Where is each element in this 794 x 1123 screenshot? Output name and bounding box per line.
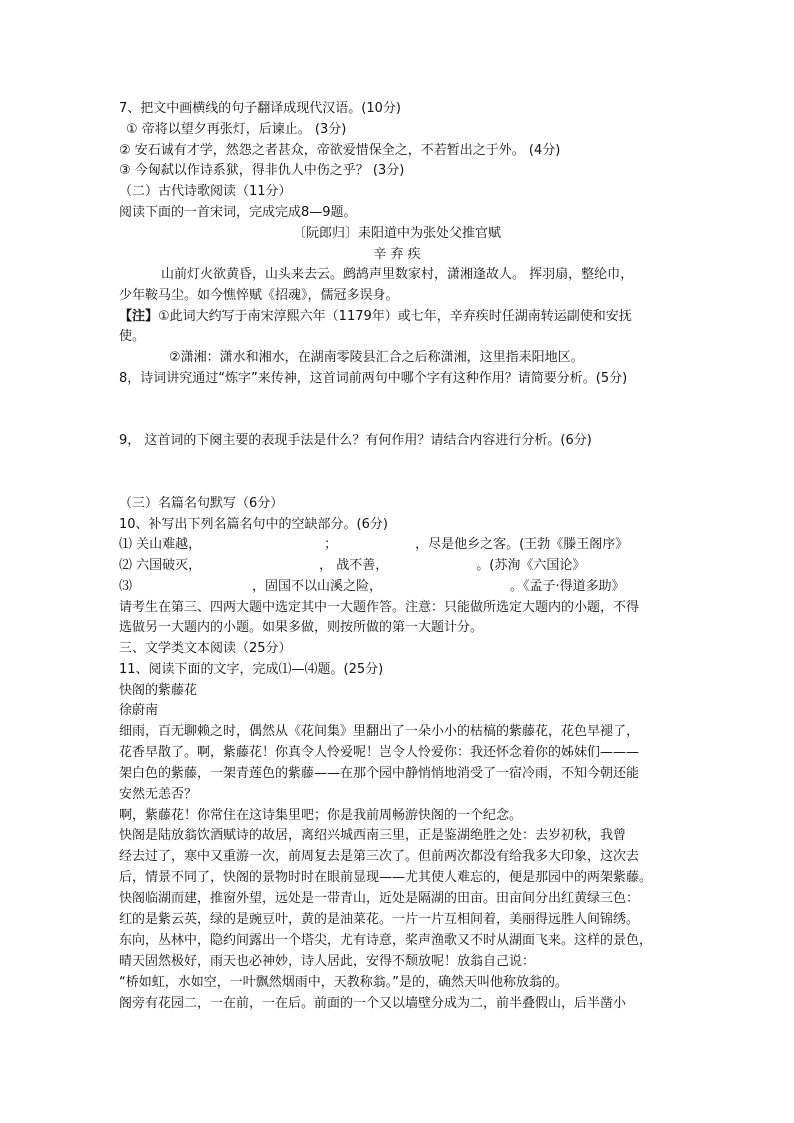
essay-p1-line-2: 花香早散了。啊，紫藤花！你真令人怜爱呢！岂令人怜爱你：我还怀念着你的姊妹们——— — [119, 745, 640, 760]
q7-sentence-1: ① 帝将以望夕再张灯，后谏止。 (3分) — [126, 122, 347, 137]
essay-p4-line-3: 东向，丛林中，隐约间露出一个塔尖，尤有诗意，桨声渔歌又不时从湖面飞来。这样的景色， — [119, 933, 653, 948]
poem-title: 〔阮郎归〕耒阳道中为张处父推官赋 — [292, 226, 501, 241]
poem-author: 辛 弃 疾 — [373, 247, 421, 262]
q7-sentence-3: ③ 今匈弑以作诗系狱，得非仇人中伤之乎？ (3分) — [119, 163, 405, 178]
recitation-1-b: ； — [324, 537, 338, 552]
essay-p4-line-4: 晴天固然极好，雨天也必神妙，诗人居此，安得不颓放呢！放翁自己说： — [119, 954, 536, 969]
essay-p3-line-1: 快阁是陆放翁饮酒赋诗的故居，离绍兴城西南三里，正是鉴湖绝胜之处：去岁初秋，我曾 — [119, 828, 627, 843]
part-3-title: 三、文学类文本阅读（25分） — [119, 641, 292, 656]
essay-p2: 啊，紫藤花！你常住在这诗集里吧；你是我前周畅游快阁的一个纪念。 — [119, 808, 523, 823]
recitation-2-b: ， 战不善， — [319, 558, 389, 573]
recitation-2-a: ⑵ 六国破灭， — [119, 558, 202, 573]
recitation-3 — [119, 577, 625, 596]
section-3-title: （三）名篇名句默写（6分） — [119, 496, 284, 511]
section-2-title: （二）古代诗歌阅读（11分） — [119, 184, 292, 199]
question-8: 8，诗词讲究通过“炼字”来传神，这首词前两句中哪个字有这种作用？请简要分析。(5分) — [119, 371, 628, 386]
recitation-3-c: 。《孟子·得道多助》 — [510, 579, 625, 594]
recitation-1-c: ，尽是他乡之客。(王勃《滕王阁序》 — [415, 537, 629, 552]
essay-p4-line-2: 红的是紫云英，绿的是豌豆叶，黄的是油菜花。一片一片互相间着，美丽得远胜人间锦绣。 — [119, 912, 640, 927]
notice-line-2: 选做另一大题内的小题。如果多做，则按所做的第一大题计分。 — [119, 620, 484, 635]
note-2: ②潇湘：潇水和湘水，在湖南零陵县汇合之后称潇湘，这里指耒阳地区。 — [169, 350, 584, 365]
notice-line-1: 请考生在第三、四两大题中选定其中一大题作答。注意：只能做所选定大题内的小题，不得 — [119, 600, 640, 615]
recitation-1-a: ⑴ 关山难越， — [119, 537, 202, 552]
essay-p6: 阁旁有花园二，一在前，一在后。前面的一个又以墙壁分成为二，前半叠假山，后半凿小 — [119, 996, 627, 1011]
poem-line-1: 山前灯火欲黄昏，山头来去云。鹧鸪声里数家村，潇湘逢故人。 挥羽扇，整纶巾， — [161, 267, 634, 282]
essay-p4-line-1: 快阁临湖而建，推窗外望，远处是一带青山，近处是隔湖的田亩。田亩间分出红黄绿三色： — [119, 891, 640, 906]
essay-p1-line-1: 细雨，百无聊赖之时，偶然从《花间集》里翻出了一朵小小的枯槁的紫藤花，花色早褪了， — [119, 724, 640, 739]
essay-title: 快阁的紫藤花 — [119, 683, 198, 698]
question-11: 11、阅读下面的文字，完成⑴—⑷题。(25分) — [119, 662, 384, 677]
note-label: 【注】 — [119, 309, 159, 324]
recitation-2 — [119, 556, 585, 575]
poem-line-2: 少年鞍马尘。如今憔悴赋《招魂》，儒冠多误身。 — [119, 288, 399, 303]
essay-p1-line-4: 安然无恙否？ — [119, 787, 198, 802]
essay-p3-line-3: 后，情景不同了，快阁的景物时时在眼前显现——尤其使人难忘的，便是那园中的两架紫藤。 — [119, 870, 653, 885]
q7-title: 7、把文中画横线的句子翻译成现代汉语。(10分) — [119, 101, 401, 116]
recitation-2-c: 。(苏洵《六国论》 — [476, 558, 586, 573]
recitation-1 — [119, 535, 628, 554]
essay-p1-line-3: 架白色的紫藤，一架青莲色的紫藤——在那个园中静悄悄地消受了一宿冷雨，不知今朝还能 — [119, 766, 640, 781]
note-1 — [119, 307, 632, 326]
question-10: 10、补写出下列名篇名句中的空缺部分。(6分) — [119, 517, 388, 532]
essay-p5: “桥如虹，水如空，一叶飘然烟雨中，天教称翁。”是的，确然天叫他称放翁的。 — [119, 975, 568, 990]
recitation-3-a: ⑶ — [119, 579, 133, 594]
note-1-text: ①此词大约写于南宋淳熙六年（1179年）或七年，辛弃疾时任湖南转运副使和安抚 — [158, 309, 632, 324]
note-1-cont: 使。 — [119, 329, 146, 344]
question-9: 9， 这首词的下阕主要的表现手法是什么？有何作用？请结合内容进行分析。(6分) — [119, 433, 592, 448]
q7-sentence-2: ② 安石诚有才学，然怨之者甚众，帝欲爱惜保全之，不若暂出之于外。 (4分) — [119, 143, 561, 158]
recitation-3-b: ，固国不以山溪之险， — [252, 579, 383, 594]
essay-p3-line-2: 经去过了，寒中又重游一次，前周复去是第三次了。但前两次都没有给我多大印象，这次去 — [119, 849, 640, 864]
section-2-intro: 阅读下面的一首宋词，完成完成8—9题。 — [119, 205, 357, 220]
essay-author: 徐蔚南 — [119, 703, 159, 718]
